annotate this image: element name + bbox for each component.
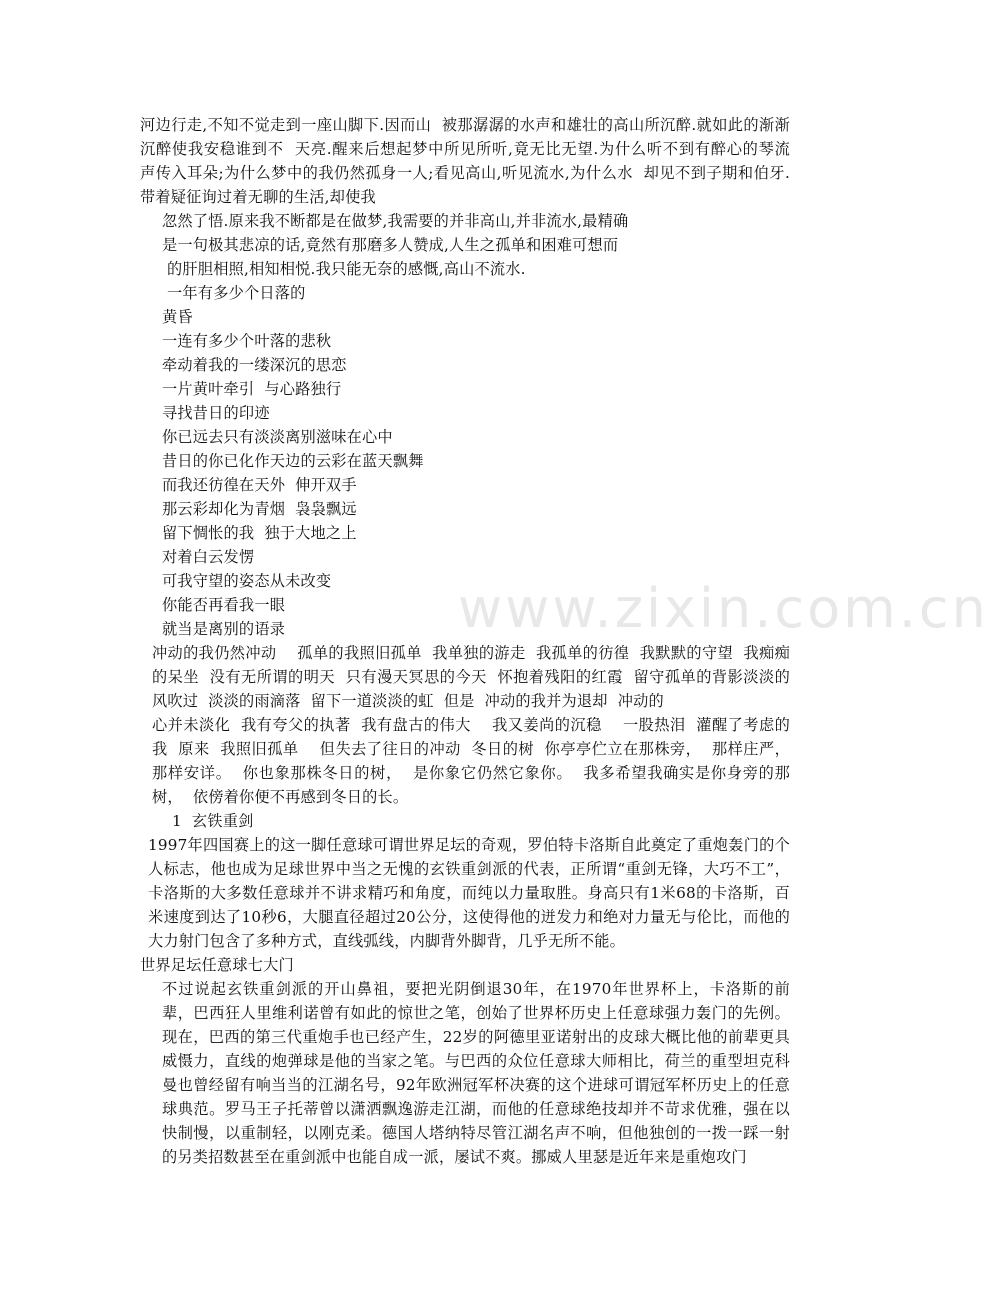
paragraph: 昔日的你已化作天边的云彩在蓝天飘舞: [162, 452, 424, 470]
paragraph: 河边行走,不知不觉走到一座山脚下.因而山 被那潺潺的水声和雄壮的高山所沉醉.就如此的渐渐沉醉使我安稳谁到不 天亮.醒来后想起梦中所见所听,竟无比无望.为什么听不到有醉心的琴流 声传入耳朵;为什么梦中的我仍然孤身一人;看见高山,听见流水,为什么水 却见不到子期和伯牙. 带着疑征询过着无聊的生活,却使我: [140, 116, 801, 206]
paragraph: 那云彩却化为青烟 袅袅飘远: [162, 500, 357, 518]
paragraph: 一片黄叶牵引 与心路独行: [162, 380, 342, 398]
paragraph: 冲动的我仍然冲动 孤单的我照旧孤单 我单独的游走 我孤单的彷徨 我默默的守望 我痴痴的呆坐 没有无所谓的明天 只有漫天冥思的今天 怀抱着残阳的红霞 留守孤单的背影淡淡的风吹过 淡淡的雨滴落 留下一道淡淡的虹 但是 冲动的我并为退却 冲动的: [152, 644, 790, 710]
paragraph: 世界足坛任意球七大门: [140, 956, 294, 974]
paragraph: 寻找昔日的印迹: [162, 404, 270, 422]
paragraph: 牵动着我的一缕深沉的思恋: [162, 356, 347, 374]
paragraph: 你已远去只有淡淡离别滋味在心中: [162, 428, 393, 446]
paragraph: 对着白云发愣: [162, 548, 255, 566]
paragraph: 留下惆怅的我 独于大地之上: [162, 524, 357, 542]
watermark: www.zixin.com.cn: [458, 577, 989, 640]
paragraph: 一年有多少个日落的: [162, 284, 306, 302]
paragraph: 1 玄铁重剑: [172, 812, 254, 830]
paragraph: 你能否再看我一眼: [162, 596, 286, 614]
paragraph: 是一句极其悲凉的话,竟然有那磨多人赞成,人生之孤单和困难可想而: [162, 236, 619, 254]
document-body: [140, 113, 801, 1169]
paragraph: 的肝胆相照,相知相悦.我只能无奈的感慨,高山不流水.: [162, 260, 526, 278]
paragraph: 而我还彷徨在天外 伸开双手: [162, 476, 357, 494]
paragraph: 1997年四国赛上的这一脚任意球可谓世界足坛的奇观，罗伯特卡洛斯自此奠定了重炮轰门的个人标志，他也成为足球世界中当之无愧的玄铁重剑派的代表，正所谓“重剑无锋，大巧不工”，卡洛斯的大多数任意球并不讲求精巧和角度，而纯以力量取胜。身高只有1米68的卡洛斯，百米速度到达了10秒6，大腿直径超过20公分，这使得他的迸发力和绝对力量无与伦比，而他的大力射门包含了多种方式，直线弧线，内脚背外脚背，几乎无所不能。: [148, 836, 790, 950]
paragraph: 忽然了悟.原来我不断都是在做梦,我需要的并非高山,并非流水,最精确: [162, 212, 629, 230]
paragraph: 黄昏: [162, 308, 193, 326]
paragraph: 就当是离别的语录: [162, 620, 286, 638]
paragraph: 一连有多少个叶落的悲秋: [162, 332, 332, 350]
paragraph: 心并未淡化 我有夸父的执著 我有盘古的伟大 我又姜尚的沉稳 一股热泪 灌醒了考虑的我 原来 我照旧孤单 但失去了往日的冲动 冬日的树 你亭亭伫立在那株旁， 那样庄严，那样安详。 你也象那株冬日的树， 是你象它仍然它象你。 我多希望我确实是你身旁的那树， 依傍着你便不再感到冬日的长。: [152, 716, 790, 806]
paragraph: 可我守望的姿态从未改变: [162, 572, 332, 590]
paragraph: 不过说起玄铁重剑派的开山鼻祖，要把光阴倒退30年，在1970年世界杯上，卡洛斯的前辈，巴西狂人里维利诺曾有如此的惊世之笔，创始了世界杯历史上任意球强力轰门的先例。现在，巴西的第三代重炮手也已经产生，22岁的阿德里亚诺射出的皮球大概比他的前辈更具威慑力，直线的炮弹球是他的当家之笔。与巴西的众位任意球大师相比，荷兰的重型坦克科曼也曾经留有响当当的江湖名号，92年欧洲冠军杯决赛的这个进球可谓冠军杯历史上的任意球典范。罗马王子托蒂曾以潇洒飘逸游走江湖，而他的任意球绝技却并不苛求优雅，强在以快制慢，以重制轻，以刚克柔。德国人塔纳特尽管江湖名声不响，但他独创的一拨一踩一射的另类招数甚至在重剑派中也能自成一派，屡试不爽。挪威人里瑟是近年来是重炮攻门: [162, 980, 790, 1166]
